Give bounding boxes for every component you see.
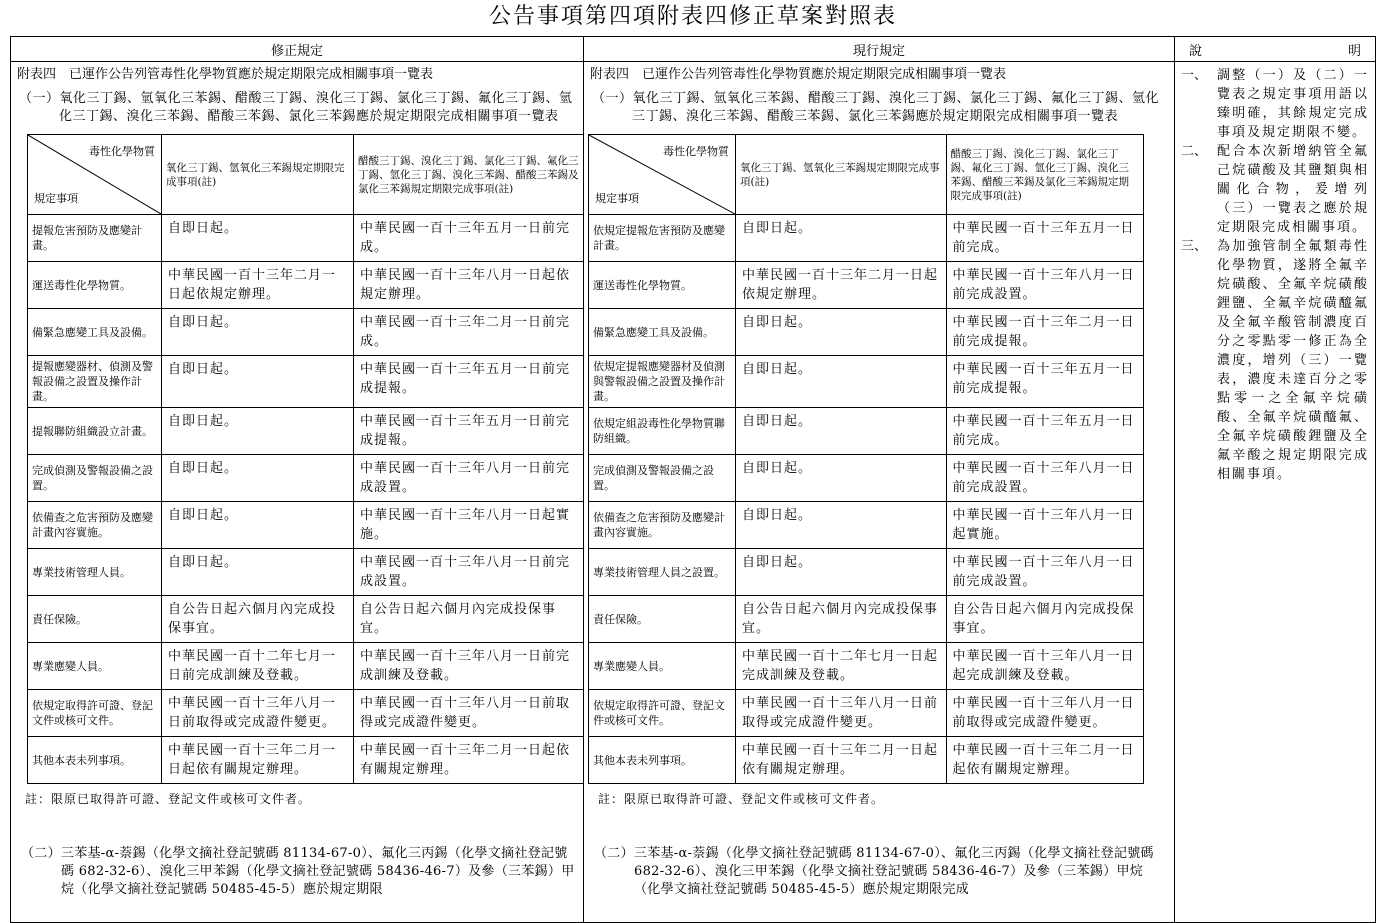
row-col2: 中華民國一百十三年八月一日起實施。 (354, 502, 584, 549)
row-col2: 中華民國一百十三年八月一日起完成訓練及登載。 (946, 643, 1143, 690)
row-col1: 中華民國一百十三年二月一日起依規定辦理。 (735, 262, 946, 309)
table-row (28, 262, 584, 309)
row-col1: 自即日起。 (162, 309, 354, 356)
diagonal-header-cell (28, 135, 162, 215)
row-col2: 中華民國一百十三年八月一日前完成設置。 (354, 455, 584, 502)
row-item: 完成偵測及警報設備之設置。 (589, 455, 736, 502)
header-current: 現行規定 (584, 37, 1175, 62)
row-item: 依規定取得許可證、登記文件或核可文件。 (28, 690, 162, 737)
table-row (28, 215, 584, 262)
table-row (28, 408, 584, 455)
row-col2: 中華民國一百十三年二月一日前完成。 (354, 309, 584, 356)
current-inner-table (588, 134, 1144, 784)
row-col1: 自即日起。 (162, 356, 354, 408)
row-col1: 自即日起。 (162, 215, 354, 262)
row-item: 備緊急應變工具及設備。 (589, 309, 736, 356)
header-col1: 氧化三丁錫、氫氧化三苯錫規定期限完成事項(註) (162, 135, 354, 215)
row-col2: 中華民國一百十三年八月一日前完成設置。 (946, 262, 1143, 309)
row-col1: 自即日起。 (162, 502, 354, 549)
row-col2: 中華民國一百十三年八月一日前取得或完成證件變更。 (946, 690, 1143, 737)
row-item: 專業應變人員。 (589, 643, 736, 690)
table-row (589, 549, 1144, 596)
row-col1: 中華民國一百十三年八月一日前取得或完成證件變更。 (735, 690, 946, 737)
current-annex-title: 附表四 已運作公告列管毒性化學物質應於規定期限完成相關事項一覽表 (590, 67, 1007, 82)
row-col1: 自即日起。 (735, 455, 946, 502)
table-header-row (589, 135, 1144, 215)
header-item-label: 規定事項 (34, 192, 78, 205)
row-col2: 中華民國一百十三年八月一日前取得或完成證件變更。 (354, 690, 584, 737)
amended-column (11, 62, 584, 923)
header-col2: 醋酸三丁錫、溴化三丁錫、氯化三丁錫、氟化三丁錫、氫化三丁錫、溴化三苯錫、醋酸三苯錫及氯化三苯錫規定期限完成事項(註) (354, 135, 584, 215)
header-chemical-label: 毒性化學物質 (662, 145, 729, 158)
row-col2: 自公告日起六個月內完成投保事宜。 (354, 596, 584, 643)
table-row (589, 455, 1144, 502)
row-item: 依備查之危害預防及應變計畫內容實施。 (589, 502, 736, 549)
row-col1: 自即日起。 (735, 215, 946, 262)
row-col1: 中華民國一百十三年二月一日起依有關規定辦理。 (735, 737, 946, 784)
amended-section-2: （二）三苯基-α-萘錫（化學文摘社登記號碼 81134-67-0）、氟化三丙錫（化學文摘社登記號碼 682-32-6）、溴化三甲苯錫（化學文摘社登記號碼 58436-46-7）及參（三苯錫）甲烷（化學文摘社登記號碼 50485-45-5）應於規定期限 (21, 846, 575, 897)
current-section-2: （二）三苯基-α-萘錫（化學文摘社登記號碼 81134-67-0）、氟化三丙錫（化學文摘社登記號碼 682-32-6）、溴化三甲苯錫（化學文摘社登記號碼 58436-46-7）及參（三苯錫）甲烷（化學文摘社登記號碼 50485-45-5）應於規定期限完成 (594, 846, 1154, 897)
table-row (589, 309, 1144, 356)
row-col2: 中華民國一百十三年二月一日前完成提報。 (946, 309, 1143, 356)
table-row (589, 356, 1144, 408)
table-row (28, 643, 584, 690)
explanation-item (1181, 237, 1369, 484)
row-item: 運送毒性化學物質。 (28, 262, 162, 309)
current-section-1: （一）氧化三丁錫、氫氧化三苯錫、醋酸三丁錫、溴化三丁錫、氯化三丁錫、氟化三丁錫、氫化三丁錫、溴化三苯錫、醋酸三苯錫、氯化三苯錫應於規定期限完成相關事項一覽表 (592, 91, 1160, 124)
header-col1: 氧化三丁錫、氫氧化三苯錫規定期限完成事項(註) (735, 135, 946, 215)
row-item: 備緊急應變工具及設備。 (28, 309, 162, 356)
row-col2: 中華民國一百十三年八月一日前完成設置。 (354, 549, 584, 596)
header-explanation-a: 說 (1189, 43, 1203, 59)
row-col1: 中華民國一百十二年七月一日前完成訓練及登載。 (162, 643, 354, 690)
row-item: 完成偵測及警報設備之設置。 (28, 455, 162, 502)
row-item: 專業應變人員。 (28, 643, 162, 690)
row-col2: 中華民國一百十三年五月一日前完成。 (354, 215, 584, 262)
current-note: 註：限原已取得許可證、登記文件或核可文件者。 (598, 792, 885, 806)
table-row (589, 215, 1144, 262)
explanation-list (1175, 62, 1375, 484)
table-row (589, 596, 1144, 643)
row-item: 依備查之危害預防及應變計畫內容實施。 (28, 502, 162, 549)
explanation-column (1175, 62, 1376, 923)
diagonal-header-cell (589, 135, 736, 215)
table-row (589, 737, 1144, 784)
row-col1: 自公告日起六個月內完成投保事宜。 (162, 596, 354, 643)
row-item: 責任保險。 (589, 596, 736, 643)
header-amended: 修正規定 (11, 37, 584, 62)
row-item: 依規定組設毒性化學物質聯防組織。 (589, 408, 736, 455)
row-col1: 中華民國一百十三年八月一日前取得或完成證件變更。 (162, 690, 354, 737)
comparison-table (10, 36, 1376, 923)
amended-section-1: （一）氧化三丁錫、氫氧化三苯錫、醋酸三丁錫、溴化三丁錫、氯化三丁錫、氟化三丁錫、氫化三丁錫、溴化三苯錫、醋酸三苯錫、氯化三苯錫應於規定期限完成相關事項一覽表 (19, 91, 573, 124)
row-col1: 自即日起。 (162, 408, 354, 455)
table-row (28, 690, 584, 737)
row-item: 運送毒性化學物質。 (589, 262, 736, 309)
row-col1: 自即日起。 (735, 356, 946, 408)
table-row (589, 262, 1144, 309)
row-item: 其他本表未列事項。 (28, 737, 162, 784)
row-item: 依規定提報應變器材及偵測與警報設備之設置及操作計畫。 (589, 356, 736, 408)
row-col2: 中華民國一百十三年二月一日起依有關規定辦理。 (946, 737, 1143, 784)
explanation-item (1181, 142, 1369, 237)
row-col1: 自即日起。 (162, 455, 354, 502)
row-col2: 中華民國一百十三年二月一日起依有關規定辦理。 (354, 737, 584, 784)
explanation-text: 調整（一）及（二）一覽表之規定事項用語以臻明確，其餘規定完成事項及規定期限不變。 (1217, 68, 1369, 140)
header-col2: 醋酸三丁錫、溴化三丁錫、氯化三丁錫、氟化三丁錫、氫化三丁錫、溴化三苯錫、醋酸三苯錫及氯化三苯錫規定期限完成事項(註) (946, 135, 1143, 215)
header-explanation-b: 明 (1347, 43, 1361, 59)
row-item: 提報聯防組織設立計畫。 (28, 408, 162, 455)
amended-inner-table (27, 134, 584, 784)
explanation-number: 三、 (1181, 239, 1208, 254)
row-col1: 中華民國一百十二年七月一日起完成訓練及登載。 (735, 643, 946, 690)
header-item-label: 規定事項 (595, 192, 639, 205)
table-row (28, 596, 584, 643)
row-item: 提報應變器材、偵測及警報設備之設置及操作計畫。 (28, 356, 162, 408)
row-col1: 自即日起。 (735, 309, 946, 356)
row-col2: 中華民國一百十三年五月一日前完成提報。 (354, 408, 584, 455)
row-item: 其他本表未列事項。 (589, 737, 736, 784)
explanation-item (1181, 66, 1369, 142)
row-col1: 自即日起。 (735, 502, 946, 549)
row-col2: 中華民國一百十三年八月一日前完成設置。 (946, 549, 1143, 596)
row-item: 專業技術管理人員。 (28, 549, 162, 596)
row-item: 責任保險。 (28, 596, 162, 643)
table-row (28, 549, 584, 596)
row-col2: 中華民國一百十三年八月一日起依規定辦理。 (354, 262, 584, 309)
row-col2: 中華民國一百十三年五月一日前完成。 (946, 215, 1143, 262)
row-col1: 自即日起。 (735, 549, 946, 596)
row-col2: 中華民國一百十三年五月一日前完成提報。 (354, 356, 584, 408)
row-col2: 中華民國一百十三年八月一日起實施。 (946, 502, 1143, 549)
table-row (589, 643, 1144, 690)
row-col1: 自即日起。 (735, 408, 946, 455)
row-item: 依規定取得許可證、登記文件或核可文件。 (589, 690, 736, 737)
row-item: 提報危害預防及應變計畫。 (28, 215, 162, 262)
row-col2: 中華民國一百十三年八月一日前完成設置。 (946, 455, 1143, 502)
row-col2: 自公告日起六個月內完成投保事宜。 (946, 596, 1143, 643)
row-col1: 自即日起。 (162, 549, 354, 596)
amended-note: 註：限原已取得許可證、登記文件或核可文件者。 (25, 792, 312, 806)
table-header-row (28, 135, 584, 215)
header-explanation (1175, 37, 1376, 62)
row-col2: 中華民國一百十三年五月一日前完成。 (946, 408, 1143, 455)
row-item: 依規定提報危害預防及應變計畫。 (589, 215, 736, 262)
row-col2: 中華民國一百十三年八月一日前完成訓練及登載。 (354, 643, 584, 690)
table-row (589, 690, 1144, 737)
row-col2: 中華民國一百十三年五月一日前完成提報。 (946, 356, 1143, 408)
table-row (28, 455, 584, 502)
explanation-text: 配合本次新增納管全氟己烷磺酸及其鹽類與相關化合物，爰增列（三）一覽表之應於規定期限完成相關事項。 (1217, 144, 1369, 235)
table-row (589, 408, 1144, 455)
table-row (28, 502, 584, 549)
table-row (589, 502, 1144, 549)
table-row (28, 309, 584, 356)
explanation-number: 二、 (1181, 144, 1208, 159)
header-chemical-label: 毒性化學物質 (89, 145, 155, 158)
row-col1: 中華民國一百十三年二月一日起依有關規定辦理。 (162, 737, 354, 784)
amended-annex-title: 附表四 已運作公告列管毒性化學物質應於規定期限完成相關事項一覽表 (17, 67, 434, 82)
table-row (28, 356, 584, 408)
row-item: 專業技術管理人員之設置。 (589, 549, 736, 596)
explanation-number: 一、 (1181, 68, 1208, 83)
row-col1: 自公告日起六個月內完成投保事宜。 (735, 596, 946, 643)
explanation-text: 為加強管制全氟類毒性化學物質，遂將全氟辛烷磺酸、全氟辛烷磺酸鋰鹽、全氟辛烷磺醯氟及全氟辛酸管制濃度百分之零點零一修正為全濃度，增列（三）一覽表，濃度未達百分之零點零一之全氟辛烷磺酸、全氟辛烷磺醯氟、全氟辛烷磺酸鋰鹽及全氟辛酸之規定期限完成相關事項。 (1217, 239, 1369, 482)
row-col1: 中華民國一百十三年二月一日起依規定辦理。 (162, 262, 354, 309)
current-column (584, 62, 1175, 923)
page-title: 公告事項第四項附表四修正草案對照表 (488, 4, 897, 29)
table-row (28, 737, 584, 784)
